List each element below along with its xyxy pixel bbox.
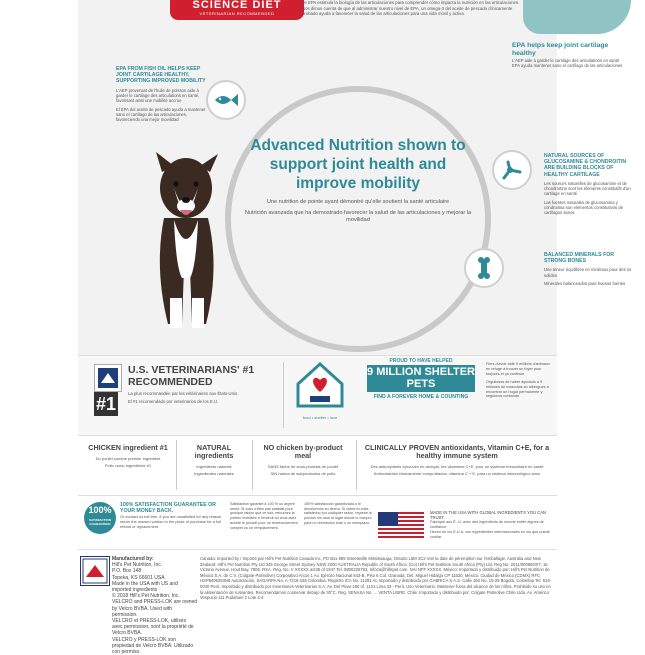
natural-sources-fr: Les sources naturelles de glucosamine et de chondroïtine sont les éléments constitutifs d'un cartilage en santé — [544, 180, 631, 197]
feature-chicken — [88, 444, 168, 468]
epa-right-fr: L'AEP aide à garder le cartilage des articulations en santé — [512, 58, 620, 63]
epa-left-block — [116, 66, 210, 122]
center-headline: Advanced Nutrition shown to support joint health and improve mobility — [250, 137, 466, 192]
feature-heading: NATURAL ingredients — [194, 443, 234, 460]
badge-pct: 100% — [88, 505, 112, 515]
divider — [356, 440, 357, 490]
vet-fr: La plus recommandée par les vétérinaires aux États-Unis — [128, 391, 238, 396]
manufacturer-line: © 2018 Hill's Pet Nutrition, Inc. — [112, 593, 180, 600]
center-message — [238, 136, 478, 224]
border-collie-image — [134, 148, 244, 334]
guarantee-body: Or contact us toll-free. If you are unsatisfied for any reason return the unused portion to the place of purchase for a full refund or replacement. — [120, 514, 222, 530]
epa-left-es: El EPA del aceite de pescado ayuda a mantener sano el cartílago de las articulaciones, favoreciendo una mejor movilidad — [116, 106, 206, 123]
usa-text — [430, 510, 554, 540]
feature-heading: CLINICALLY PROVEN antioxidants, Vitamin C+E, for a healthy immune system — [364, 443, 550, 460]
shelter-block — [367, 358, 475, 400]
natural-sources-block — [544, 153, 634, 216]
feature-fr: SANS farine de sous-produits de poulet — [267, 464, 339, 469]
manufacturer-line: VELCRO and PRESS-LOK are owned by Velcro BVBA. Used with permission. — [112, 599, 198, 618]
number-one-icon: #1 — [95, 394, 117, 414]
joint-icon — [492, 150, 532, 190]
manufacturer-line: Made in the USA with US and imported ingredients — [112, 580, 178, 594]
shelter-logo-caption: food • shelter • love — [302, 415, 338, 420]
brand-name: SCIENCE DIET — [192, 0, 282, 11]
divider — [283, 362, 284, 428]
guarantee-fr: Satisfaction garantie à 100 % ou argent remis. Si vous n'êtes pas satisfait pour quelque raison que ce soit, retournez la portion inutilisée à l'endroit où vous avez acheté le produit pour un remboursement complet ou un remplacement. — [230, 502, 298, 530]
shelter-side-text — [486, 362, 554, 399]
usa-flag-icon — [378, 512, 424, 538]
guarantee-text — [120, 502, 228, 529]
guarantee-heading: 100% SATISFACTION GUARANTEE OR YOUR MONEY BACK. — [120, 502, 216, 515]
feature-heading: NO chicken by-product meal — [263, 443, 343, 460]
shelter-proud: PROUD TO HAVE HELPED — [389, 358, 453, 364]
feature-es: Antioxidantes clínicamente comprobados, vitamina C + E, para un sistema inmunológico sano — [373, 471, 541, 476]
features-row — [78, 435, 557, 496]
center-es: Nutrición avanzada que ha demostrado favorecer la salud de las articulaciones y mejorar la movilidad — [244, 210, 472, 223]
feature-fr: Des antioxydants éprouvés en clinique, les vitamines C+E, pour un système immunitaire en santé — [370, 464, 544, 469]
food-shelter-love-logo — [292, 360, 348, 422]
usa-es: Hecho en los E.U.A. con ingredientes internacionales en los que puede confiar — [430, 530, 550, 539]
shelter-side-fr: Fiers d'avoir aidé 9 millions d'animaux en refuge à trouver un foyer pour toujours et ça continue — [486, 362, 550, 376]
feature-fr: Ingrédients naturels — [196, 464, 232, 469]
feature-es: Ingredientes naturales — [194, 471, 234, 476]
top-paragraph: de EPA estimula la biología de las articulaciones para comprender cómo impacta la nutrición en las articulaciones. Nos dimos cuenta de que al administrar nuestro nivel de EPA, un omega-3 del aceite de pescado clínicamente probado ayuda a favorecer la salud de las articulaciones para una vida móvil y activa. — [302, 0, 520, 16]
feature-es: SIN harina de subproductos de pollo — [270, 471, 336, 476]
manufacturer-heading: Manufactured by: — [112, 556, 154, 562]
epa-left-heading: EPA FROM FISH OIL HELPS KEEP JOINT CARTILAGE HEALTHY, SUPPORTING IMPROVED MOBILITY — [116, 66, 206, 85]
guarantee-es: 100% satisfacción garantizada o le devolvemos su dinero. Si usted no está satisfecho por cualquier razón, regrese la porción sin usar al lugar donde lo compró para un reembolso total o un reemplazo. — [304, 502, 372, 525]
vet-es: El #1 recomendado por veterinarios de los E.U. — [128, 398, 219, 404]
legal-text: Canada: Imported by / Importé par Hill's Pet Nutrition Canada Inc, PO Box 699 Streetsville Mississauga, Ontario L5M 2C2 Voir la date de péremption sur l'emballage. Australia and New Zealand: Hill's Pet Nutrition Pty Ltd 345 George Street Sydney NSW 2000 AUSTRALIA Republic of South Africa: (Co) Hill's Pet Nutrition South Africa (Pty) Ltd, Reg No. 2011/000960/07, 16 Victoria Avenue, Hout Bay, 7806, RSA. Reg. No. V XXXXX act36 of 1947 Tel. 0800228783, Infoza@hillspet.com. NAI NFF XXXXX. México: Importado y distribuido por: Hill's Pet Nutrition de México S.A. de C.V. (Colgate-Palmolive) Corporativo Arcos 1 Av. Ejército Nacional 843-B, Piso 6 Col. Granada, Del. Miguel Hidalgo CP 11520, México. Ciudad de México (CDMX) RFC HSP9406283N8 Autorización, SAGARPA No. A-7216-166 Colombia: Registro ICA No. 11281 AL Importado y distribuido por GABRICA S.A.S. Calle 160 No. 15-29 Bogotá, Colombia Tel. 519-0040 Perú: Importado y distribuido por Inversiones Veterinarias S.A. Av. Del Pinar 180 of. 1101 Lima 33 - Perú. Uso Veterinario. Mantener fuera del alcance de los niños. Prohibido su uso en la alimentación de rumiantes. Recomendamos conservar debajo de 30°C. Reg. SENASA No. ... VENTA LIBRE. Chile: Importado y distribuido por: Colgate Palmolive Chile Ltda. Av. Américo Vespucio 111 Pudahuel 2 Lote 4-4 — [200, 556, 552, 601]
usa-made: MADE IN THE USA WITH GLOBAL INGREDIENTS YOU CAN TRUST — [430, 510, 547, 521]
feature-antioxidants — [362, 444, 552, 476]
hills-logo-icon — [80, 556, 110, 586]
shelter-big: 9 MILLION SHELTER PETS — [367, 365, 475, 392]
hills-logo-icon — [94, 364, 122, 392]
balanced-minerals-block — [544, 252, 634, 286]
manufacturer-line: P.O. Box 148 — [112, 568, 142, 575]
legal-row — [78, 549, 557, 655]
epa-right-es: EPA ayuda mantener sano el cartílago de las articulaciones — [512, 63, 623, 69]
feature-no-byproduct — [256, 444, 350, 476]
balanced-minerals-fr: Une teneur équilibrée en minéraux pour des os solides — [544, 267, 632, 278]
epa-right-heading: EPA helps keep joint cartilage healthy — [512, 42, 609, 57]
center-fr: Une nutrition de pointe ayant démontré qu'elle soutient la santé articulaire — [266, 199, 450, 205]
divider — [252, 440, 253, 490]
divider — [176, 440, 177, 490]
badge-sub: SATISFACTION GUARANTEED — [89, 518, 111, 526]
vet-title: U.S. VETERINARIANS' #1 RECOMMENDED — [128, 364, 255, 388]
brand-logo — [170, 0, 304, 20]
guarantee-row — [78, 495, 557, 550]
feature-es: Pollo como ingrediente #1 — [104, 463, 152, 468]
satisfaction-badge-icon — [84, 502, 116, 534]
vet-text — [128, 391, 278, 404]
balanced-minerals-heading: BALANCED MINERALS FOR STRONG BONES — [544, 252, 615, 265]
vet-shelter-band — [78, 355, 557, 436]
manufacturer-line: Hill's Pet Nutrition, Inc. — [112, 562, 163, 569]
feature-heading: CHICKEN ingredient #1 — [88, 443, 168, 452]
epa-left-fr: L'AEP provenant de l'huile de poisson aide à garder le cartilage des articulations en santé, favorisant ainsi une mobilité accrue — [116, 87, 200, 104]
manufacturer-block — [112, 556, 198, 655]
manufacturer-line: Topeka, KS 66601 USA — [112, 574, 165, 581]
natural-sources-heading: NATURAL SOURCES OF GLUCOSAMINE & CHONDROITIN ARE BUILDING BLOCKS OF HEALTHY CARTILAGE — [544, 153, 627, 178]
bone-icon — [464, 248, 504, 288]
manufacturer-line: VELCRO et PRESS-LOK, utilisés avec permission, sont la propriété de Velcro BVBA. — [112, 618, 194, 637]
manufacturer-line: VELCRO y PRESS-LOK son propiedad de Velcro BVBA. Utilizado con permiso. — [112, 636, 194, 655]
epa-right-block — [512, 42, 632, 69]
fish-icon — [206, 80, 246, 120]
usa-fr: Fabriqué aux É.-U. avec des ingrédients de monde entier dignes de confiance — [430, 520, 544, 530]
shelter-find: FIND A FOREVER HOME & COUNTING — [373, 394, 469, 400]
package-back-panel — [78, 0, 632, 655]
brand-tagline: VETERINARIAN RECOMMENDED — [199, 11, 275, 16]
shelter-side-es: Orgullosos de haber ayudado a 9 millones de mascotas en albergues a encontrar un hogar permanente y seguimos contando — [486, 379, 549, 399]
natural-sources-es: Las fuentes naturales de glucosamina y condroitina son elementos constitutivos de cartílagos sanos — [544, 199, 623, 216]
balanced-minerals-es: Minerales balanceados para huesos fuertes — [544, 281, 626, 286]
feature-fr: Du poulet comme premier ingrédient — [95, 456, 161, 461]
running-dog-illustration — [523, 0, 631, 34]
feature-natural — [182, 444, 246, 476]
